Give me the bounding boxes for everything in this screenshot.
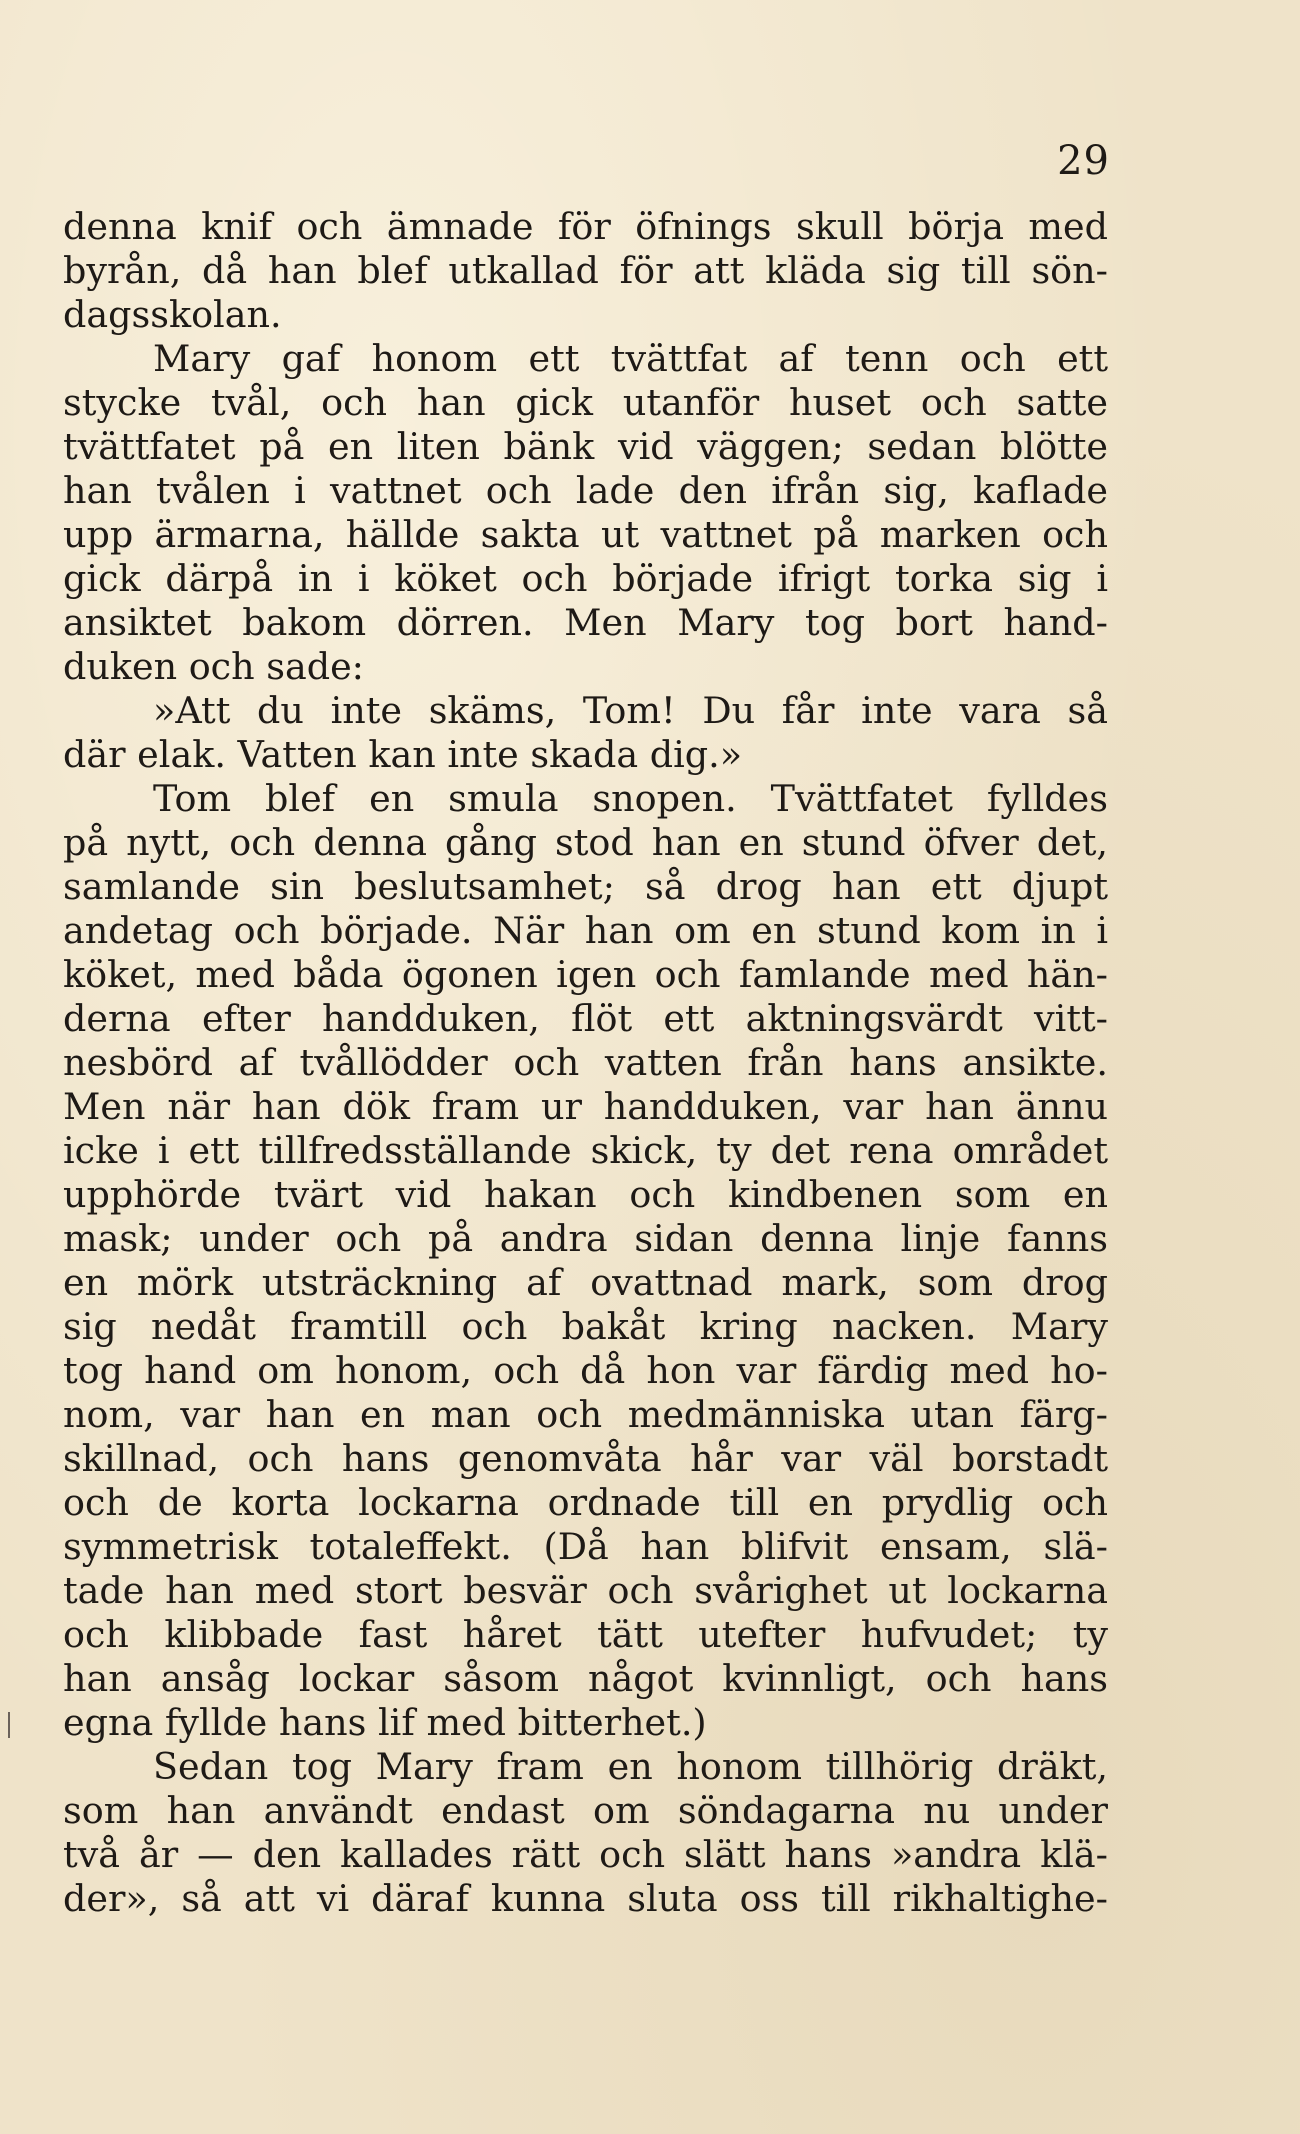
text-line: der», så att vi däraf kunna sluta oss till rikhaltighe- [63,1877,1108,1920]
text-line: denna knif och ämnade för öfnings skull börja med [63,205,1108,248]
text-line: ansiktet bakom dörren. Men Mary tog bort hand- [63,601,1108,644]
text-line: tog hand om honom, och då hon var färdig med ho- [63,1349,1108,1392]
text-line: Sedan tog Mary fram en honom tillhörig dräkt, [153,1745,1108,1788]
text-line: sig nedåt framtill och bakåt kring nacken. Mary [63,1305,1108,1348]
text-line: gick därpå in i köket och började ifrigt torka sig i [63,557,1108,600]
margin-pencil-mark [8,1712,10,1738]
text-line: derna efter handduken, flöt ett aktningsvärdt vitt- [63,997,1108,1040]
text-line: stycke tvål, och han gick utanför huset och satte [63,381,1108,424]
text-line: duken och sade: [63,645,364,688]
text-line: upphörde tvärt vid hakan och kindbenen som en [63,1173,1108,1216]
text-line: egna fyllde hans lif med bitterhet.) [63,1701,707,1744]
text-line: Tom blef en smula snopen. Tvättfatet fylldes [153,777,1108,820]
text-line: på nytt, och denna gång stod han en stund öfver det, [63,821,1108,864]
text-line: icke i ett tillfredsställande skick, ty det rena området [63,1129,1108,1172]
text-line: tvättfatet på en liten bänk vid väggen; sedan blötte [63,425,1108,468]
text-line: upp ärmarna, hällde sakta ut vattnet på marken och [63,513,1108,556]
text-line: tade han med stort besvär och svårighet ut lockarna [63,1569,1108,1612]
text-line: en mörk utsträckning af ovattnad mark, som drog [63,1261,1108,1304]
text-line: Men när han dök fram ur handduken, var han ännu [63,1085,1108,1128]
text-line: mask; under och på andra sidan denna linje fanns [63,1217,1108,1260]
text-line: nom, var han en man och medmänniska utan färg- [63,1393,1108,1436]
text-line: köket, med båda ögonen igen och famlande med hän- [63,953,1108,996]
text-line: han ansåg lockar såsom något kvinnligt, och hans [63,1657,1108,1700]
text-line: som han användt endast om söndagarna nu under [63,1789,1108,1832]
text-line: andetag och började. När han om en stund kom in i [63,909,1108,952]
text-line: han tvålen i vattnet och lade den ifrån sig, kaflade [63,469,1108,512]
text-line: skillnad, och hans genomvåta hår var väl borstadt [63,1437,1108,1480]
text-line: byrån, då han blef utkallad för att kläda sig till sön- [63,249,1108,292]
text-line: och de korta lockarna ordnade till en prydlig och [63,1481,1108,1524]
text-line: »Att du inte skäms, Tom! Du får inte vara så [153,689,1108,732]
text-line: dagsskolan. [63,293,282,336]
page-number: 29 [1057,138,1110,184]
text-line: två år — den kallades rätt och slätt hans »andra klä- [63,1833,1108,1876]
body-text [63,205,1108,1921]
text-line: och klibbade fast håret tätt utefter hufvudet; ty [63,1613,1108,1656]
text-line: där elak. Vatten kan inte skada dig.» [63,733,743,776]
text-line: Mary gaf honom ett tvättfat af tenn och ett [153,337,1108,380]
text-line: nesbörd af tvållödder och vatten från hans ansikte. [63,1041,1108,1084]
text-line: samlande sin beslutsamhet; så drog han ett djupt [63,865,1108,908]
text-line: symmetrisk totaleffekt. (Då han blifvit ensam, slä- [63,1525,1108,1568]
